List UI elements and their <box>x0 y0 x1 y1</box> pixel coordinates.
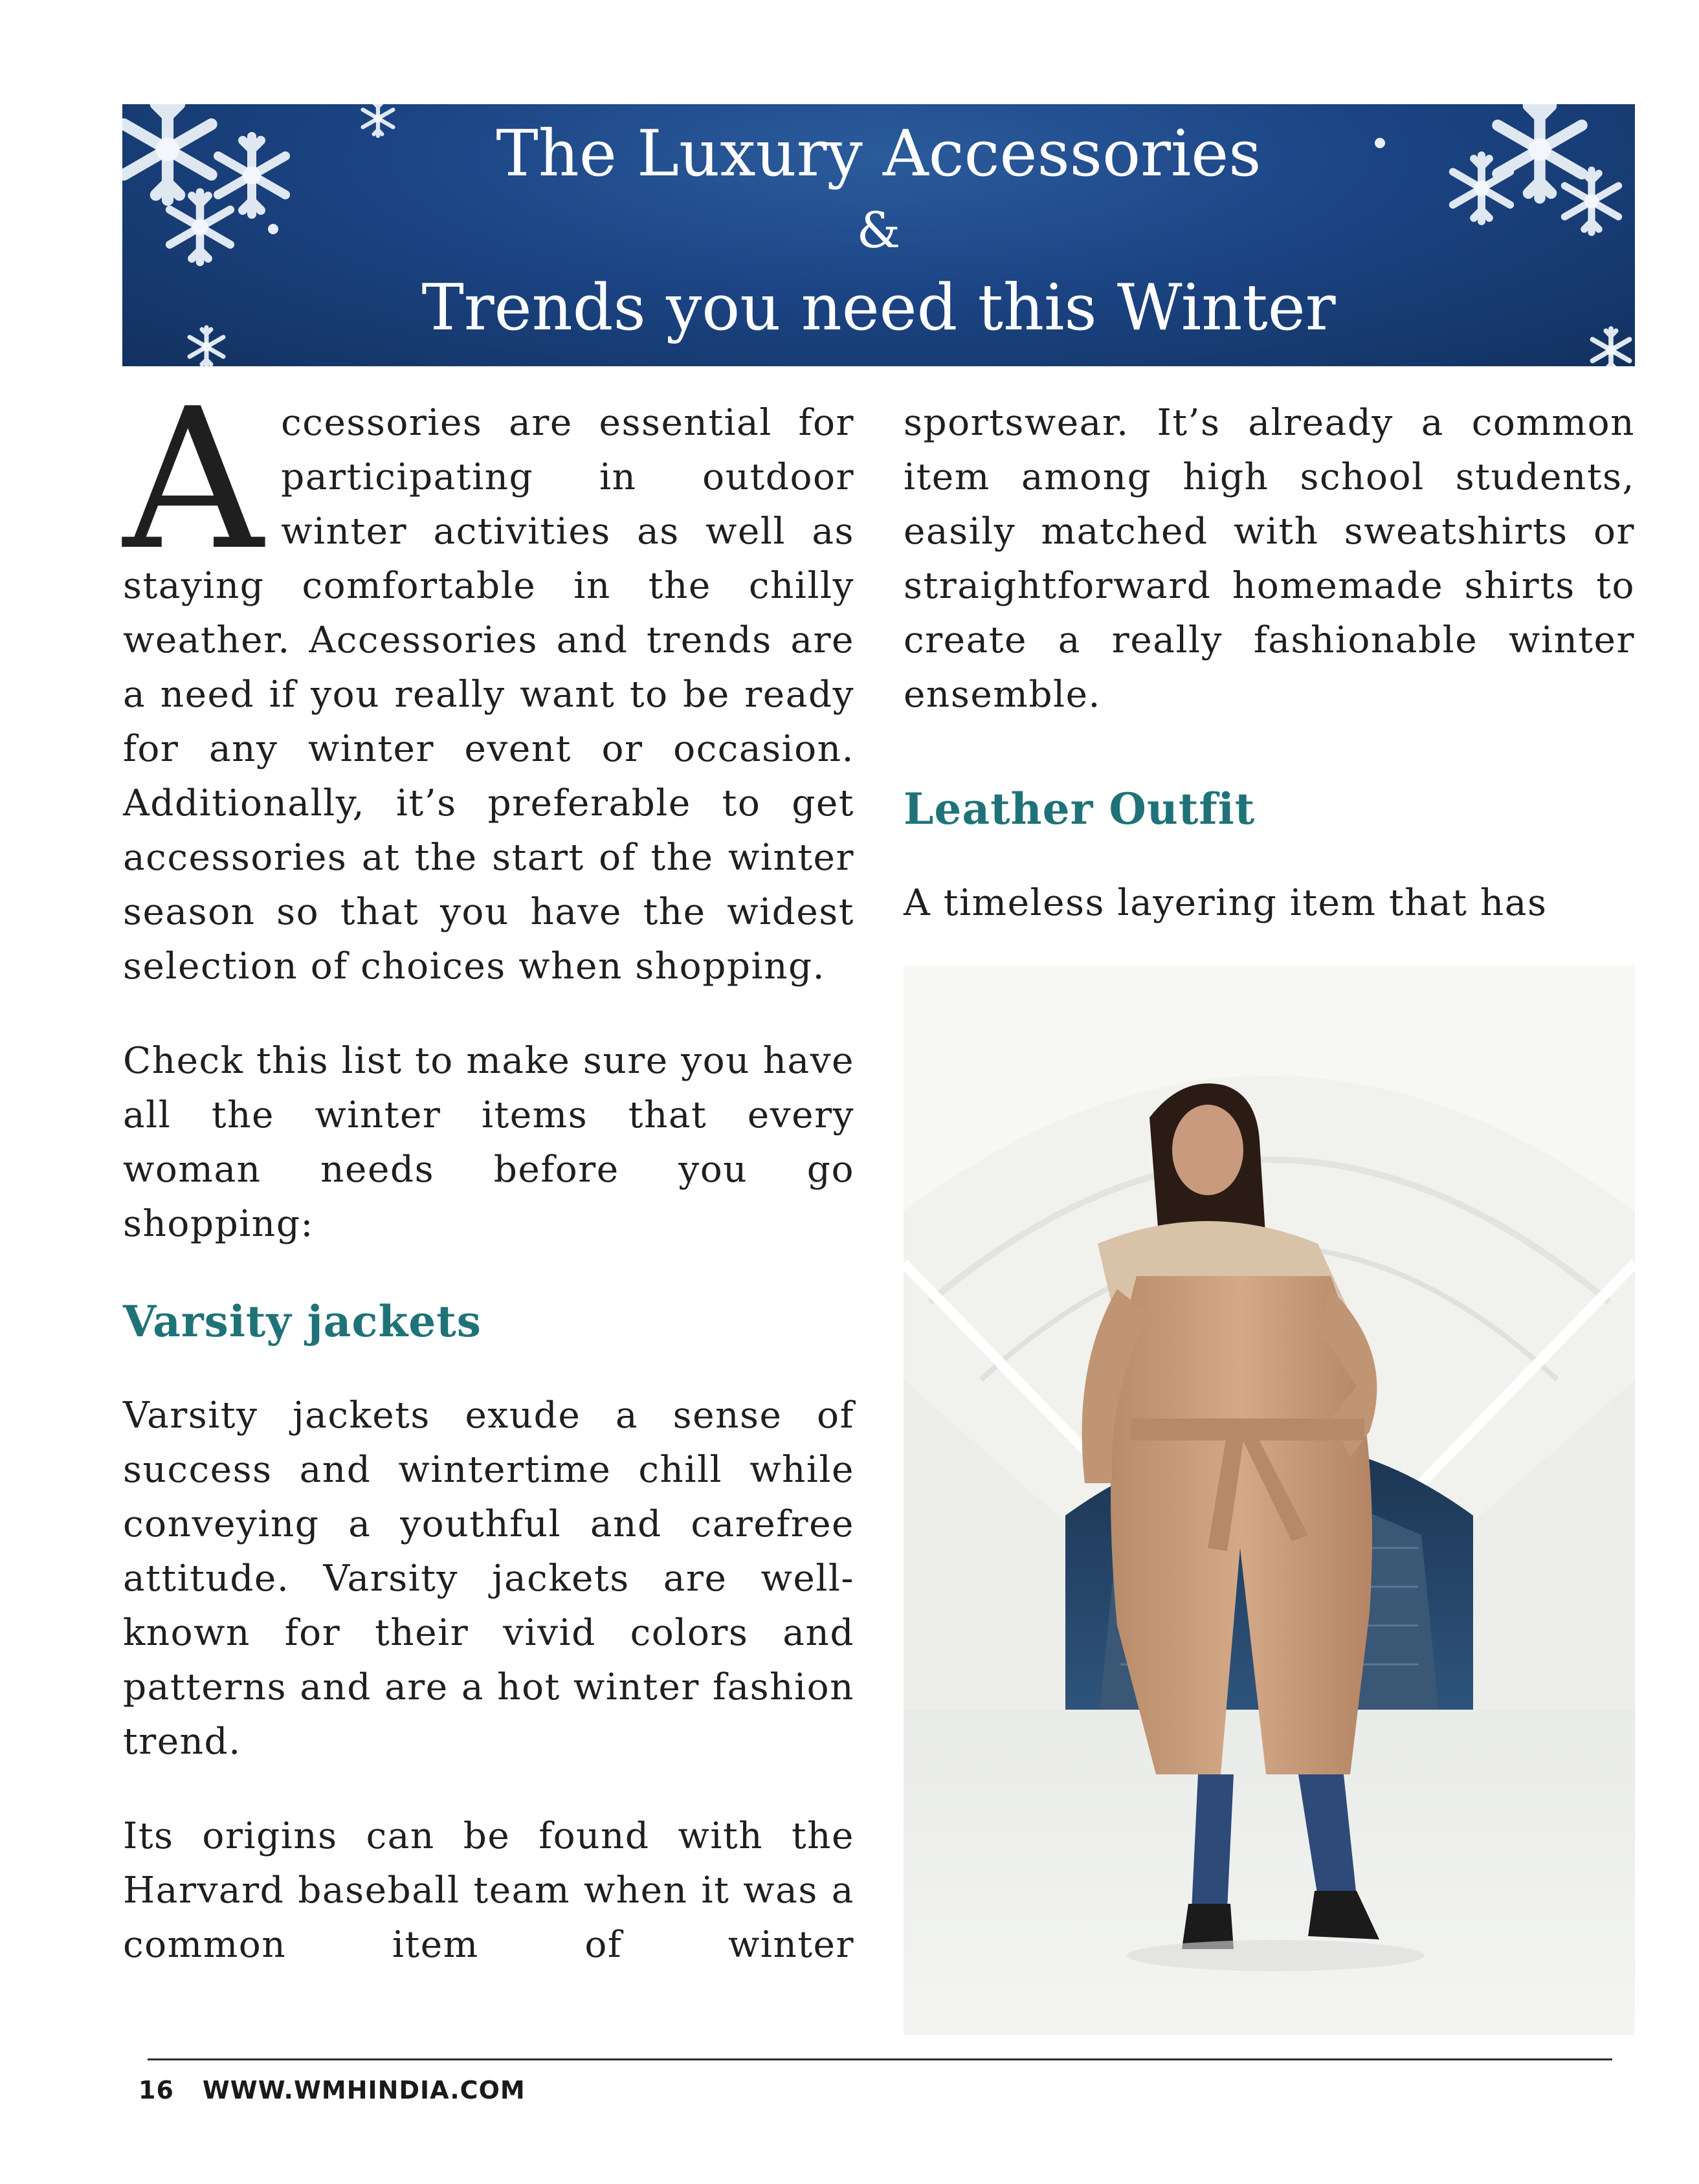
footer-divider <box>148 2058 1612 2060</box>
right-column <box>904 396 1635 971</box>
fashion-photo <box>904 965 1635 2035</box>
woman-in-coat-photo-illustration <box>904 965 1635 2035</box>
varsity-paragraph-1: Varsity jackets exude a sense of success and wintertime chill while conveying a youthful and carefree attitude. Varsity jackets are well-known for their vivid colors and patterns and are a hot winter fashion trend. <box>123 1395 854 1763</box>
title-banner <box>122 104 1635 366</box>
section-heading-varsity: Varsity jackets <box>123 1296 482 1347</box>
title-line-2: Trends you need this Winter <box>421 271 1336 345</box>
drop-cap: A <box>123 367 265 593</box>
varsity-paragraph-2: Its origins can be found with the Harvard baseball team when it was a common item of winter <box>123 1815 854 1966</box>
title-line-1: The Luxury Accessories <box>496 117 1261 191</box>
intro-text: ccessories are essential for participating in outdoor winter activities as well as staying comfortable in the chilly weather. Accessories and trends are a need if you really want to be ready for any winter event or occasion. Additionally, it’s preferable to get accessories at the start of the winter season so that you have the widest selection of choices when shopping. <box>123 402 854 987</box>
varsity-paragraph-3: sportswear. It’s already a common item among high school students, easily matched with sweatshirts or straightforward homemade shirts to create a really fashionable winter ensemble. <box>904 402 1635 716</box>
checklist-intro: Check this list to make sure you have all the winter items that every woman needs before you go shopping: <box>123 1040 854 1245</box>
left-column <box>123 367 854 2013</box>
section-heading-leather: Leather Outfit <box>904 784 1256 834</box>
title-ampersand: & <box>856 201 901 259</box>
footer <box>139 2076 526 2104</box>
intro-paragraph <box>123 367 854 994</box>
leather-paragraph-1: A timeless layering item that has <box>904 882 1548 924</box>
website-link[interactable]: WWW.WMHINDIA.COM <box>202 2076 526 2104</box>
page-number: 16 <box>139 2076 174 2104</box>
